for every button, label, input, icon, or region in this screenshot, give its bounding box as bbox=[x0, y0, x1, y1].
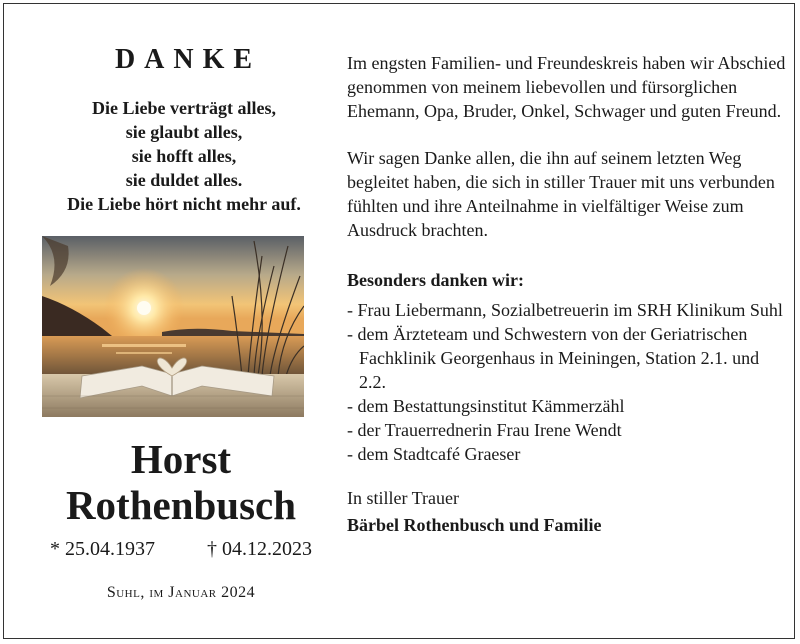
list-item: - Frau Liebermann, Sozialbetreuerin im SRH Klinikum Suhl bbox=[347, 300, 783, 320]
poem bbox=[34, 96, 334, 216]
sunset-book-photo bbox=[42, 236, 304, 417]
poem-line: sie hofft alles, bbox=[131, 146, 237, 166]
list-item: - dem Stadtcafé Graeser bbox=[347, 444, 521, 464]
poem-line: sie duldet alles. bbox=[125, 170, 243, 190]
list-item: - dem Ärzteteam und Schwestern von der Geriatrischen Fachklinik Georgenhaus in Meiningen, Station 2.1. und 2.2. bbox=[347, 324, 760, 392]
list-item: - dem Bestattungsinstitut Kämmerzähl bbox=[347, 396, 625, 416]
paragraph-farewell: Im engsten Familien- und Freundeskreis haben wir Abschied genommen von meinem liebevollen und fürsorglichen Ehemann, Opa, Bruder, Onkel, Schwager und guten Freund. bbox=[347, 53, 786, 121]
mourning-line: In stiller Trauer bbox=[347, 488, 459, 508]
last-name: Rothenbusch bbox=[65, 482, 297, 528]
poem-line: Die Liebe verträgt alles, bbox=[92, 98, 276, 118]
poem-line: sie glaubt alles, bbox=[125, 122, 243, 142]
death-date: † 04.12.2023 bbox=[207, 538, 312, 560]
signature-name: Bärbel Rothenbusch und Familie bbox=[347, 515, 602, 535]
life-dates bbox=[34, 538, 328, 561]
first-name: Horst bbox=[130, 436, 232, 482]
list-item: - der Trauerrednerin Frau Irene Wendt bbox=[347, 420, 622, 440]
left-column bbox=[34, 44, 334, 216]
birth-date: * 25.04.1937 bbox=[50, 538, 155, 560]
photo-illustration bbox=[42, 236, 304, 417]
thanks-list bbox=[347, 298, 787, 466]
right-column bbox=[347, 51, 787, 537]
poem-line: Die Liebe hört nicht mehr auf. bbox=[67, 194, 301, 214]
danke-heading: DANKE bbox=[114, 44, 262, 75]
deceased-name bbox=[34, 436, 328, 528]
thanks-heading: Besonders danken wir: bbox=[347, 270, 525, 290]
obituary-card bbox=[3, 3, 795, 639]
place-date: Suhl, im Januar 2024 bbox=[106, 584, 256, 601]
paragraph-thanks: Wir sagen Danke allen, die ihn auf seinem letzten Weg begleitet haben, die sich in stiller Trauer mit uns verbunden fühlten und ihre Anteilnahme in vielfältiger Weise zum Ausdruck brachten. bbox=[347, 148, 775, 240]
